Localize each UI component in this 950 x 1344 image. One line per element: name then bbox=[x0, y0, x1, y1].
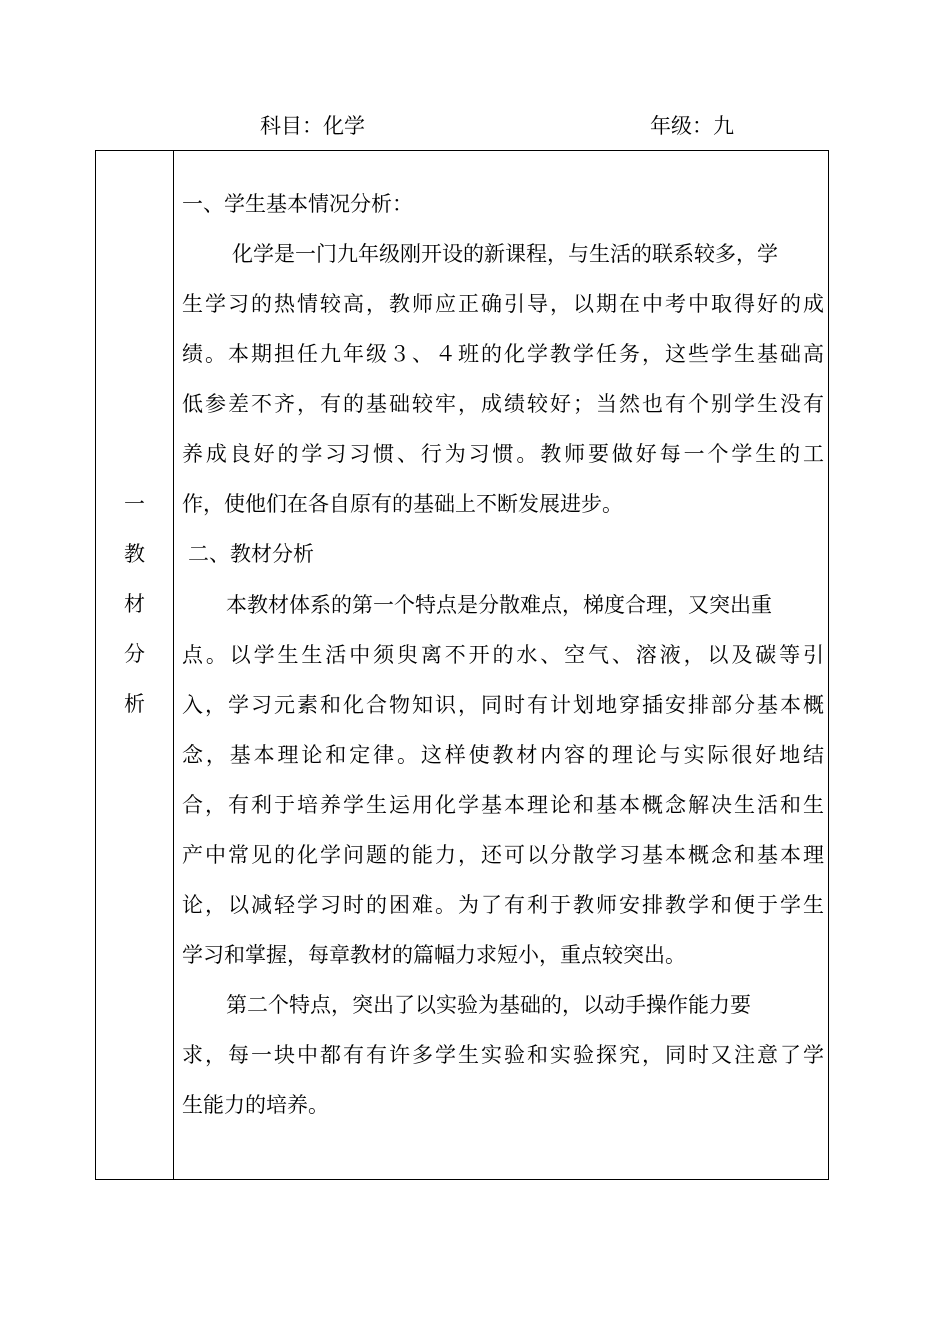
text-line: 绩。本期担任九年级３、４班的化学教学任务，这些学生基础高 bbox=[182, 342, 824, 366]
text-line: 第二个特点，突出了以实验为基础的，以动手操作能力要 bbox=[226, 993, 751, 1017]
text-line: 念，基本理论和定律。这样使教材内容的理论与实际很好地结 bbox=[182, 743, 824, 767]
text-line: 低参差不齐，有的基础较牢，成绩较好；当然也有个别学生没有 bbox=[182, 392, 824, 416]
text-line: 本教材体系的第一个特点是分散难点，梯度合理，又突出重 bbox=[226, 593, 772, 617]
side-label-char: 材 bbox=[124, 592, 145, 616]
section1-heading: 一、学生基本情况分析： bbox=[182, 192, 413, 216]
side-label-char: 析 bbox=[124, 692, 145, 716]
analysis-table bbox=[95, 150, 829, 1180]
column-divider bbox=[173, 151, 174, 1179]
text-line: 求，每一块中都有有许多学生实验和实验探究，同时又注意了学 bbox=[182, 1043, 824, 1067]
side-label-column bbox=[96, 479, 173, 729]
text-line: 合，有利于培养学生运用化学基本理论和基本概念解决生活和生 bbox=[182, 793, 824, 817]
text-line: 养成良好的学习习惯、行为习惯。教师要做好每一个学生的工 bbox=[182, 442, 824, 466]
text-line: 化学是一门九年级刚开设的新课程，与生活的联系较多，学 bbox=[232, 242, 778, 266]
text-line: 产中常见的化学问题的能力，还可以分散学习基本概念和基本理 bbox=[182, 843, 824, 867]
side-label-char: 分 bbox=[124, 642, 145, 666]
side-label-char: 一 bbox=[124, 492, 145, 516]
subject-label: 科目：化学 bbox=[260, 114, 365, 138]
grade-label: 年级：九 bbox=[650, 114, 734, 138]
side-label-char: 教 bbox=[124, 542, 145, 566]
text-line: 生能力的培养。 bbox=[182, 1093, 329, 1117]
text-line: 点。以学生生活中须臾离不开的水、空气、溶液，以及碳等引 bbox=[182, 643, 824, 667]
text-line: 入，学习元素和化合物知识，同时有计划地穿插安排部分基本概 bbox=[182, 693, 824, 717]
text-line: 作，使他们在各自原有的基础上不断发展进步。 bbox=[182, 492, 623, 516]
text-line: 论，以减轻学习时的困难。为了有利于教师安排教学和便于学生 bbox=[182, 893, 824, 917]
text-line: 生学习的热情较高，教师应正确引导，以期在中考中取得好的成 bbox=[182, 292, 824, 316]
section2-heading: 二、教材分析 bbox=[188, 542, 314, 566]
text-line: 学习和掌握，每章教材的篇幅力求短小，重点较突出。 bbox=[182, 943, 686, 967]
